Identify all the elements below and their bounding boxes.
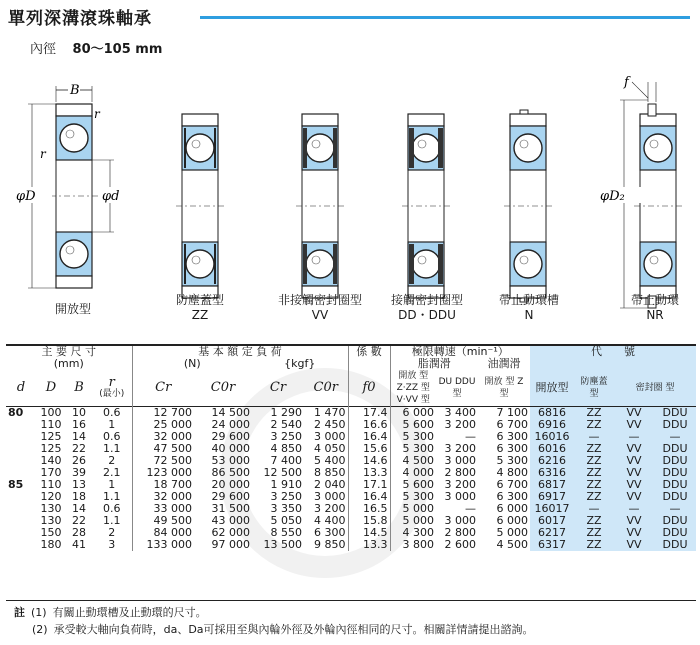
table-cell: 3 200 <box>314 502 346 515</box>
type-label-dd <box>372 293 482 323</box>
table-cell: 1 290 <box>270 406 302 419</box>
table-cell: 5 400 <box>314 454 346 467</box>
table-cell: 13.3 <box>348 467 390 479</box>
table-cell: 9 850 <box>314 538 346 551</box>
table-cell: 17.4 <box>348 407 390 420</box>
header-load: 基 本 額 定 負 荷 <box>132 345 348 358</box>
col-code-zz: 防塵蓋 型 <box>574 370 614 407</box>
dim-r-label-left: r <box>40 147 46 161</box>
type-code: DD・DDU <box>398 308 456 322</box>
table-cell: 6817 <box>530 479 574 491</box>
cell-d <box>6 443 36 455</box>
table-cell: 6 700 <box>496 478 528 491</box>
title-rule <box>200 16 690 19</box>
type-label-nr <box>600 293 700 323</box>
table-cell: 130 <box>40 514 62 527</box>
table-cell: 6 300 <box>496 490 528 503</box>
table-cell: 29 600 <box>211 430 250 443</box>
table-cell: 84 000 <box>132 527 194 539</box>
table-cell: DDU <box>654 515 696 527</box>
bearing-vv <box>296 114 344 298</box>
dim-b-label: B <box>70 83 80 98</box>
col-d: d <box>16 380 26 395</box>
table-cell: VV <box>614 467 654 479</box>
bearing-nr <box>634 104 682 308</box>
cell-d: 85 <box>8 478 24 491</box>
table-cell: 4 800 <box>496 466 528 479</box>
note-1-mark: (1) <box>31 606 47 619</box>
table-cell: 6 000 <box>496 502 528 515</box>
table-cell: 39 <box>72 466 86 479</box>
type-name: 帶止動環 <box>630 293 679 307</box>
note-1-text: 有關止動環槽及止動環的尺寸。 <box>52 606 207 619</box>
table-cell: 16.5 <box>348 503 390 515</box>
type-label-open <box>18 302 128 317</box>
table-cell: 3 <box>108 538 116 551</box>
col-r: r (最小) <box>99 375 125 399</box>
table-cell: 22 <box>72 514 86 527</box>
table-cell: 5 600 <box>390 479 436 491</box>
table-cell: VV <box>614 443 654 455</box>
table-cell: 2 040 <box>314 478 346 491</box>
table-cell: 33 000 <box>132 503 194 515</box>
col-oil-open: 開放 型 Z 型 <box>484 377 524 399</box>
type-label-vv <box>265 293 375 323</box>
table-cell: VV <box>614 539 654 551</box>
header-kgf: {kgf} <box>284 357 316 370</box>
type-name: 非接觸密封圈型 <box>277 293 362 307</box>
table-cell: ZZ <box>574 515 614 527</box>
subtitle <box>30 38 162 57</box>
table-cell: 29 600 <box>211 490 250 503</box>
table-cell: 133 000 <box>132 539 194 551</box>
table-cell: 2 <box>108 526 116 539</box>
notes-head: 註 <box>14 606 25 619</box>
type-code: N <box>524 308 534 322</box>
table-cell: VV <box>614 491 654 503</box>
col-cr: Cr <box>132 370 194 407</box>
header-coef: 係 數 <box>348 345 390 358</box>
table-cell: VV <box>614 455 654 467</box>
table-cell: DDU <box>654 491 696 503</box>
table-cell: 3 000 <box>444 514 476 527</box>
table-cell: 15.6 <box>348 443 390 455</box>
table-cell: 5 300 <box>390 491 436 503</box>
table-cell: VV <box>614 479 654 491</box>
table-cell: 3 200 <box>444 442 476 455</box>
table-cell: 6916 <box>530 419 574 431</box>
table-cell: 14.5 <box>348 527 390 539</box>
table-cell: — <box>614 431 654 443</box>
table-cell: 53 000 <box>211 454 250 467</box>
table-cell: 13 <box>72 478 86 491</box>
table-cell: 3 000 <box>444 454 476 467</box>
table-cell: 170 <box>40 466 62 479</box>
notes <box>14 604 534 638</box>
dim-outer-d-label: φD <box>16 189 36 204</box>
table-cell: 25 000 <box>132 419 194 431</box>
col-c0r: C0r <box>210 380 236 395</box>
table-cell: 3 000 <box>314 490 346 503</box>
table-cell: DDU <box>654 479 696 491</box>
table-cell: 4 000 <box>390 467 436 479</box>
dim-d2-label: φD₂ <box>600 189 625 204</box>
table-cell: 180 <box>40 538 62 551</box>
table-cell: 2 800 <box>444 466 476 479</box>
table-cell: 150 <box>40 526 62 539</box>
table-cell: 97 000 <box>211 538 250 551</box>
table-cell: ZZ <box>574 419 614 431</box>
table-cell: 5 000 <box>390 503 436 515</box>
table-cell: 4 300 <box>390 527 436 539</box>
table-cell: 1 470 <box>314 406 346 419</box>
table-cell: 125 <box>40 430 62 443</box>
table-cell: DDU <box>654 467 696 479</box>
table-cell: DDU <box>654 407 696 420</box>
table-cell: 3 350 <box>270 502 302 515</box>
table-cell: 14 500 <box>211 406 250 419</box>
table-cell: 14.6 <box>348 455 390 467</box>
table-cell: 72 500 <box>132 455 194 467</box>
bottom-rule <box>6 600 696 601</box>
table-cell: 2 600 <box>444 538 476 551</box>
table-cell: 17.1 <box>348 479 390 491</box>
table-cell: 4 500 <box>390 455 436 467</box>
table-cell: 49 500 <box>132 515 194 527</box>
table-cell: 5 000 <box>390 515 436 527</box>
table-cell: 20 000 <box>211 478 250 491</box>
table-cell: 1 <box>108 478 116 491</box>
table-cell: 3 000 <box>444 490 476 503</box>
spec-table <box>6 344 696 551</box>
bearing-zz <box>176 114 224 298</box>
col-f0: f0 <box>348 370 390 407</box>
table-cell: 6 300 <box>496 430 528 443</box>
table-cell: 16 <box>72 418 86 431</box>
page-title: 單列深溝滾珠軸承 <box>8 9 152 29</box>
table-cell: 16017 <box>530 503 574 515</box>
col-code-open: 開放型 <box>530 370 574 407</box>
table-cell: 110 <box>40 478 62 491</box>
table-cell: 5 000 <box>496 526 528 539</box>
table-cell: 16.4 <box>348 491 390 503</box>
header-code: 代 號 <box>530 345 696 358</box>
table-cell: 1.1 <box>103 490 121 503</box>
cell-d: 80 <box>8 406 24 419</box>
col-grease-du: DU DDU 型 <box>438 377 476 399</box>
table-cell: 16.4 <box>348 431 390 443</box>
table-cell: 6016 <box>530 443 574 455</box>
table-cell: 41 <box>72 538 86 551</box>
table-cell: ZZ <box>574 539 614 551</box>
table-cell: 2.1 <box>103 466 121 479</box>
table-cell: 3 200 <box>444 478 476 491</box>
table-cell: 40 000 <box>211 442 250 455</box>
table-cell: 5 050 <box>270 514 302 527</box>
table-cell: 5 300 <box>496 454 528 467</box>
table-cell: 32 000 <box>132 491 194 503</box>
table-cell: 62 000 <box>211 526 250 539</box>
table-cell: 6 300 <box>496 442 528 455</box>
table-cell: 6017 <box>530 515 574 527</box>
table-cell: — <box>614 503 654 515</box>
note-2-mark: (2) <box>32 623 48 636</box>
type-name: 防塵蓋型 <box>175 293 224 307</box>
table-cell: 100 <box>40 406 62 419</box>
dim-bore-d-label: φd <box>102 189 120 204</box>
table-cell: 4 850 <box>270 442 302 455</box>
table-cell: DDU <box>654 455 696 467</box>
table-cell: 13 500 <box>263 538 302 551</box>
table-cell: 16016 <box>530 431 574 443</box>
col-c0r-kgf: C0r <box>313 380 338 395</box>
table-cell: 4 050 <box>314 442 346 455</box>
table-cell: 3 250 <box>270 490 302 503</box>
type-code: NR <box>646 308 664 322</box>
table-cell: 22 <box>72 442 86 455</box>
header-mm: (mm) <box>53 357 84 370</box>
table-cell: 5 600 <box>390 419 436 431</box>
table-cell: 8 850 <box>314 466 346 479</box>
table-cell: VV <box>614 419 654 431</box>
table-cell: 6217 <box>530 527 574 539</box>
table-cell: ZZ <box>574 407 614 420</box>
header-main-dims: 主 要 尺 寸 <box>41 345 96 358</box>
table-cell: 10 <box>72 406 86 419</box>
table-cell: 6 700 <box>496 418 528 431</box>
table-cell: 3 400 <box>444 406 476 419</box>
table-row <box>6 539 696 551</box>
cell-d <box>6 431 36 443</box>
table-cell: 1.1 <box>103 514 121 527</box>
header-speed: 極限轉速（min⁻¹） <box>390 345 530 358</box>
table-cell: 6317 <box>530 539 574 551</box>
cell-d <box>6 491 36 503</box>
bearing-open <box>50 104 98 288</box>
table-cell: 15.8 <box>348 515 390 527</box>
table-cell: — <box>654 503 696 515</box>
table-cell: DDU <box>654 443 696 455</box>
cell-d <box>6 539 36 551</box>
table-cell: 26 <box>72 454 86 467</box>
type-name: 帶止動環槽 <box>498 293 559 307</box>
table-cell: 28 <box>72 526 86 539</box>
table-cell: 3 000 <box>314 430 346 443</box>
table-cell: ZZ <box>574 479 614 491</box>
table-cell: 2 <box>108 454 116 467</box>
table-cell: 6 300 <box>314 526 346 539</box>
header-grease: 脂潤滑 <box>390 358 478 370</box>
table-cell: ZZ <box>574 455 614 467</box>
table-cell: 2 540 <box>270 418 302 431</box>
table-cell: 2 450 <box>314 418 346 431</box>
table-cell: 4 400 <box>314 514 346 527</box>
note-2-text: 承受較大軸向負荷時，da、Da可採用至與內輪外徑及外輪內徑相同的尺寸。相關詳情請提出諮詢。 <box>53 623 534 636</box>
table-cell: 13.3 <box>348 539 390 551</box>
table-cell: 6 000 <box>390 407 436 420</box>
dim-f-label: f <box>624 75 629 90</box>
table-cell: 5 300 <box>390 443 436 455</box>
table-cell: 8 550 <box>270 526 302 539</box>
table-cell: 120 <box>40 490 62 503</box>
cell-d <box>6 455 36 467</box>
table-cell: 125 <box>40 442 62 455</box>
type-code: VV <box>311 308 329 322</box>
table-cell: 110 <box>40 418 62 431</box>
table-cell: 6816 <box>530 407 574 420</box>
cell-d <box>6 527 36 539</box>
table-cell: 0.6 <box>103 430 121 443</box>
table-cell: 1 910 <box>270 478 302 491</box>
table-cell: DDU <box>654 527 696 539</box>
table-cell: 16.6 <box>348 419 390 431</box>
table-cell: DDU <box>654 539 696 551</box>
table-cell: — <box>574 431 614 443</box>
table-cell: 12 500 <box>263 466 302 479</box>
cell-d <box>6 515 36 527</box>
table-cell: 6216 <box>530 455 574 467</box>
table-cell: 43 000 <box>211 514 250 527</box>
header-n: (N) <box>132 358 252 370</box>
bearing-n <box>504 110 552 302</box>
table-cell: 3 800 <box>390 539 436 551</box>
table-cell: 12 700 <box>132 407 194 420</box>
table-cell: 0.6 <box>103 502 121 515</box>
table-cell: 7 100 <box>496 406 528 419</box>
bearing-dd <box>402 114 450 298</box>
type-name: 開放型 <box>54 302 91 316</box>
table-cell: ZZ <box>574 443 614 455</box>
table-cell: 6316 <box>530 467 574 479</box>
table-cell: 6917 <box>530 491 574 503</box>
table-cell: — <box>654 431 696 443</box>
col-b: B <box>74 380 84 395</box>
table-cell: 6 000 <box>496 514 528 527</box>
table-cell: ZZ <box>574 467 614 479</box>
table-cell: 1.1 <box>103 442 121 455</box>
table-cell: 140 <box>40 454 62 467</box>
table-cell: 4 500 <box>496 538 528 551</box>
type-code: ZZ <box>191 308 209 322</box>
table-cell: 7 400 <box>270 454 302 467</box>
type-label-n <box>474 293 584 323</box>
table-cell: VV <box>614 527 654 539</box>
table-cell: 24 000 <box>211 418 250 431</box>
table-cell: 14 <box>72 430 86 443</box>
type-name: 接觸密封圈型 <box>390 293 463 307</box>
table-cell: 47 500 <box>132 443 194 455</box>
table-cell: — <box>465 502 476 515</box>
type-label-zz <box>145 293 255 323</box>
table-cell: 86 500 <box>211 466 250 479</box>
table-cell: VV <box>614 407 654 420</box>
table-cell: ZZ <box>574 527 614 539</box>
table-cell: 18 <box>72 490 86 503</box>
table-cell: VV <box>614 515 654 527</box>
subtitle-range: 80～105 mm <box>72 42 163 57</box>
table-cell: 32 000 <box>132 431 194 443</box>
table-cell: 31 500 <box>211 502 250 515</box>
table-cell: 3 200 <box>444 418 476 431</box>
table-cell: 1 <box>108 418 116 431</box>
spec-table-body <box>6 407 696 552</box>
subtitle-label: 內徑 <box>30 42 57 57</box>
table-cell: 130 <box>40 502 62 515</box>
col-cr-kgf: Cr <box>269 380 287 395</box>
table-cell: 3 250 <box>270 430 302 443</box>
table-cell: 18 700 <box>132 479 194 491</box>
col-outer-d: D <box>45 380 57 395</box>
col-grease-open: 開放 型 Z·ZZ 型 V·VV 型 <box>390 370 436 407</box>
table-cell: 5 300 <box>390 431 436 443</box>
table-cell: — <box>574 503 614 515</box>
table-cell: 0.6 <box>103 406 121 419</box>
table-cell: 14 <box>72 502 86 515</box>
dim-r-label: r <box>94 107 100 121</box>
cell-d <box>6 503 36 515</box>
table-cell: DDU <box>654 419 696 431</box>
table-cell: 123 000 <box>132 467 194 479</box>
cell-d <box>6 419 36 431</box>
table-cell: — <box>465 430 476 443</box>
header-oil: 油潤滑 <box>487 357 521 370</box>
table-cell: ZZ <box>574 491 614 503</box>
table-cell: 2 800 <box>444 526 476 539</box>
col-code-seal: 密封圈 型 <box>614 370 696 407</box>
